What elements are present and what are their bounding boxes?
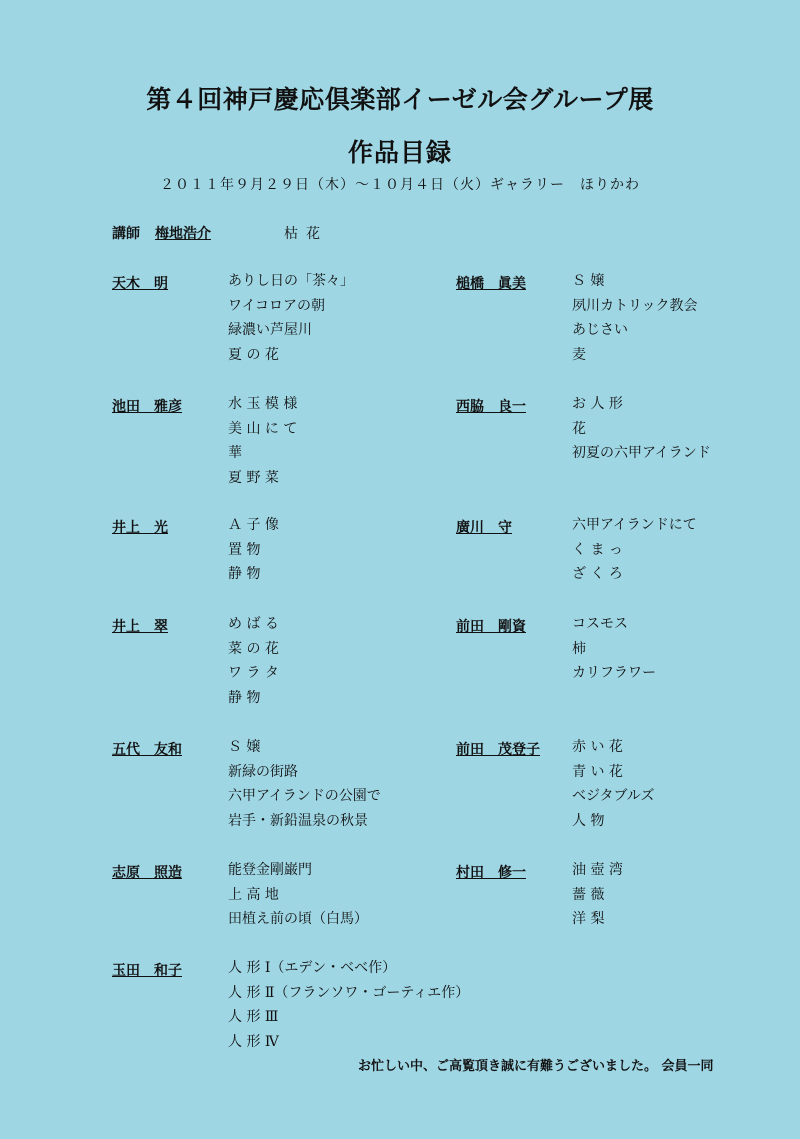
work-title: Ｓ 嬢 [228,739,261,755]
exhibition-dateline: ２０１１年９月２９日（木）～１０月４日（火）ギャラリー ほりかわ [160,177,640,193]
work-title: 人 形 Ⅱ（フランソワ・ゴーティエ作） [228,984,470,1001]
work-title: 岩手・新鉛温泉の秋景 [228,812,368,829]
artist-name: 西脇 良一 [456,399,526,415]
work-title: 人 物 [572,812,605,829]
work-title: 夏 の 花 [228,346,279,363]
work-title: お 人 形 [572,396,623,412]
work-title: 水 玉 模 様 [228,396,298,412]
work-title: コスモス [572,616,628,632]
instructor-label: 講師 [112,226,140,242]
work-title: 夙川カトリック教会 [572,297,698,314]
artist-name: 天木 明 [112,276,168,292]
work-title: Ｓ 嬢 [572,273,605,289]
exhibition-title: 第４回神戸慶応倶楽部イーゼル会グループ展 [146,85,654,114]
closing-message: お忙しい中、ご高覧頂き誠に有難うございました。 会員一同 [358,1059,714,1074]
work-title: 赤 い 花 [572,739,623,755]
work-title: 六甲アイランドの公園で [228,788,381,805]
work-title: 田植え前の頃（白馬） [228,911,368,928]
work-title: 静 物 [228,566,261,583]
work-title: 麦 [572,346,586,363]
works-list [228,273,354,371]
work-title: 青 い 花 [572,763,623,780]
catalog-subtitle: 作品目録 [347,138,452,167]
work-title: カリフラワー [572,665,656,682]
works-list [228,960,469,1058]
work-title: 人 形 Ⅳ [228,1033,279,1050]
works-list [228,739,381,837]
work-title: 六甲アイランドにて [572,517,697,533]
work-title: 置 物 [228,541,261,558]
work-title: 能登金剛巌門 [228,862,312,878]
works-list [572,273,697,371]
works-list [572,862,623,936]
work-title: 静 物 [228,689,261,706]
work-title: 花 [572,420,586,437]
works-list [572,396,711,470]
work-title: ワ ラ タ [228,665,279,682]
artist-name: 玉田 和子 [112,963,182,979]
work-title: ワイコロアの朝 [228,297,326,314]
work-title: 夏 野 菜 [228,469,279,486]
artist-name: 村田 修一 [456,865,526,881]
artist-name: 池田 雅彦 [112,399,182,415]
works-list [572,517,697,591]
works-list [228,396,297,494]
work-title: ベジタブルズ [572,788,655,805]
work-title: 柿 [572,640,586,657]
artist-name: 井上 翠 [112,619,168,635]
work-title: 新緑の街路 [228,763,298,780]
work-title: 美 山 に て [228,420,298,437]
work-title: 初夏の六甲アイランド [572,445,711,462]
works-list [572,616,656,690]
work-title: 人 形 Ⅲ [228,1009,279,1026]
artist-name: 廣川 守 [456,520,512,536]
work-title: 上 高 地 [228,886,279,903]
work-title: 菜 の 花 [228,640,279,657]
works-list [228,862,368,936]
instructor-work: 枯花 [284,226,328,242]
artist-name: 前田 剛資 [456,619,526,635]
work-title: ざ く ろ [572,566,623,583]
work-title: あじさい [572,322,628,339]
work-title: 薔 薇 [572,886,605,903]
work-title: 洋 梨 [572,911,605,928]
work-title: Ａ 子 像 [228,517,279,533]
work-title: ありし日の「茶々」 [228,273,354,289]
works-list [228,616,279,714]
artist-name: 五代 友和 [112,742,182,758]
work-title: 華 [228,445,242,462]
artist-name: 槌橋 眞美 [456,276,526,292]
work-title: 油 壺 湾 [572,862,623,878]
instructor-name: 梅地浩介 [155,226,211,242]
artist-name: 井上 光 [112,520,168,536]
artist-name: 志原 照造 [112,865,182,881]
work-title: 人 形 Ⅰ（エデン・ベベ作） [228,960,397,976]
works-list [572,739,654,837]
artist-name: 前田 茂登子 [456,742,540,758]
work-title: く ま っ [572,541,623,558]
works-list [228,517,279,591]
work-title: め ば る [228,616,279,632]
work-title: 緑濃い芦屋川 [228,322,312,339]
